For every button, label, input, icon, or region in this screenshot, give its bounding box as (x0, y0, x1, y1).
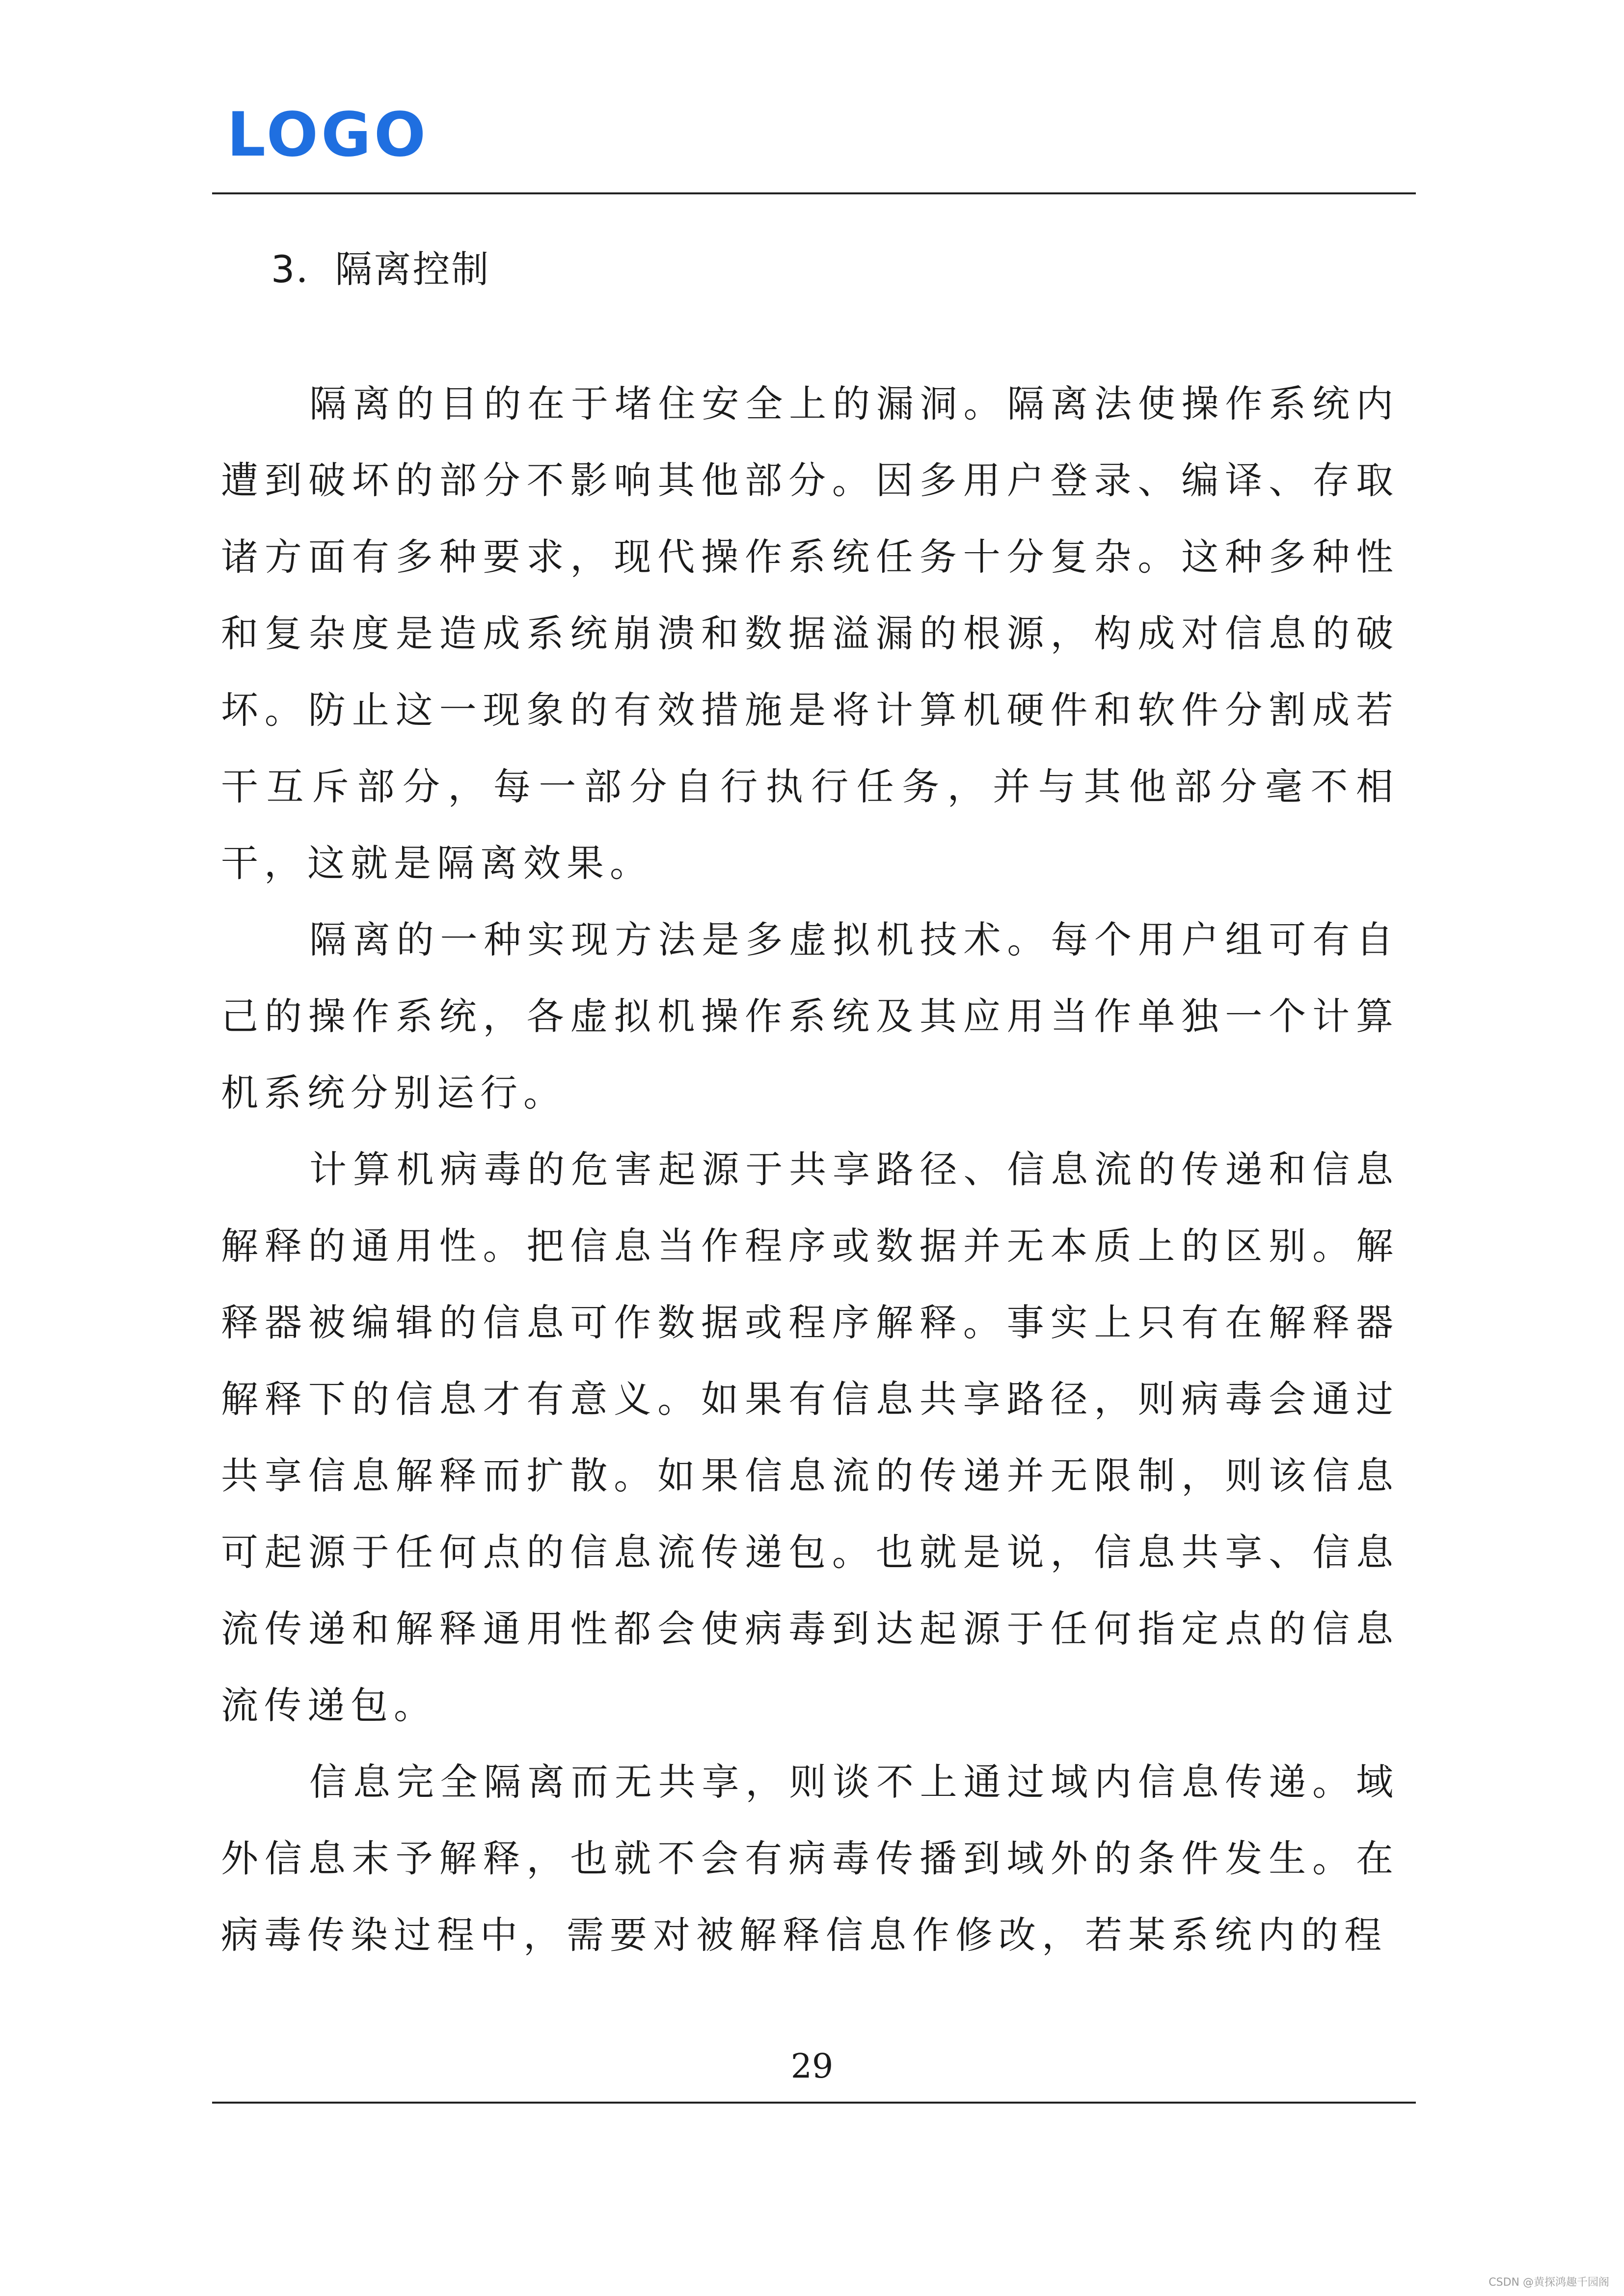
paragraph-4: 信息完全隔离而无共享，则谈不上通过域内信息传递。域外信息末予解释，也就不会有病毒传播到域外的条件发生。在病毒传染过程中，需要对被解释信息作修改，若某系统内的程 (221, 1760, 1399, 1957)
section-title: 3．隔离控制 (271, 247, 490, 291)
logo: LOGO (227, 100, 429, 170)
body-text (221, 366, 1399, 1974)
paragraph-1: 隔离的目的在于堵住安全上的漏洞。隔离法使操作系统内遭到破坏的部分不影响其他部分。因多用户登录、编译、存取诸方面有多种要求，现代操作系统任务十分复杂。这种多种性和复杂度是造成系统崩溃和数据溢漏的根源，构成对信息的破坏。防止这一现象的有效措施是将计算机硬件和软件分割成若干互斥部分，每一部分自行执行任务，并与其他部分毫不相干，这就是隔离效果。 (221, 382, 1399, 885)
header-divider (212, 192, 1416, 194)
paragraph-3: 计算机病毒的危害起源于共享路径、信息流的传递和信息解释的通用性。把信息当作程序或数据并无本质上的区别。解释器被编辑的信息可作数据或程序解释。事实上只有在解释器解释下的信息才有意义。如果有信息共享路径，则病毒会通过共享信息解释而扩散。如果信息流的传递并无限制，则该信息可起源于任何点的信息流传递包。也就是说，信息共享、信息流传递和解释通用性都会使病毒到达起源于任何指定点的信息流传递包。 (221, 1148, 1399, 1727)
paragraph-2: 隔离的一种实现方法是多虚拟机技术。每个用户组可有自己的操作系统，各虚拟机操作系统及其应用当作单独一个计算机系统分别运行。 (221, 918, 1399, 1115)
page-number: 29 (790, 2047, 834, 2086)
watermark: CSDN @黄探鸿趣千园阁 (1489, 2276, 1609, 2289)
footer-divider (212, 2102, 1416, 2104)
